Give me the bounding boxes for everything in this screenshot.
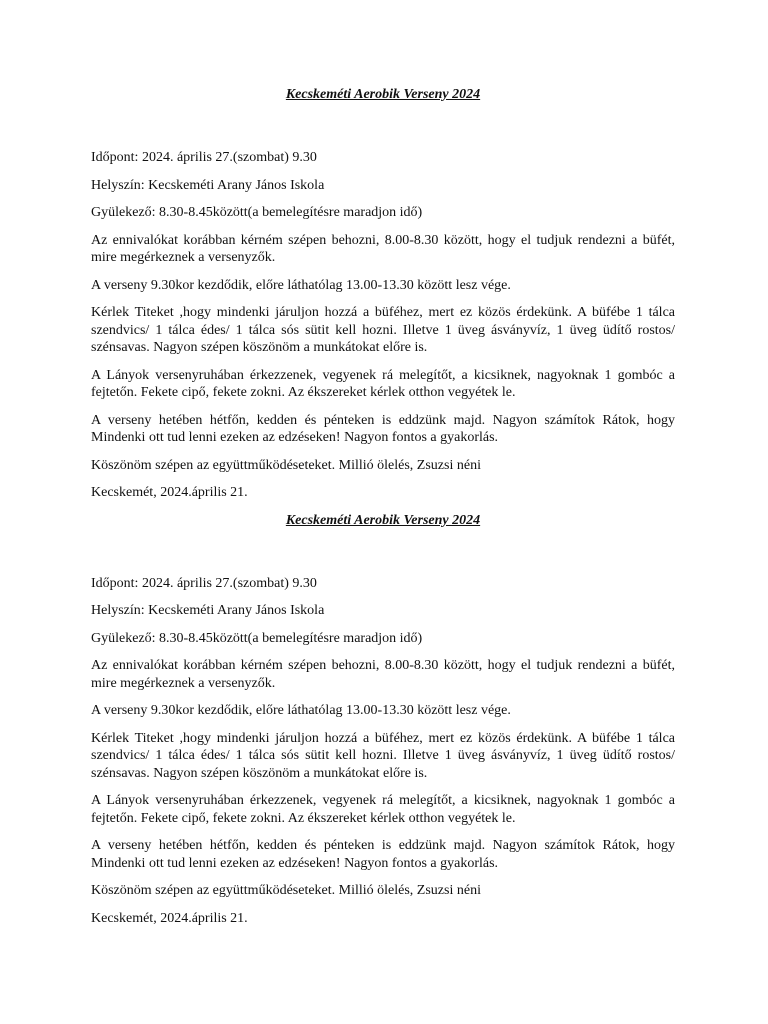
schedule-line: A verseny 9.30kor kezdődik, előre láthatólag 13.00-13.30 között lesz vége. xyxy=(91,703,511,718)
outfit-paragraph: A Lányok versenyruhában érkezzenek, vegyenek rá melegítőt, a kicsiknek, nagyoknak 1 gombóc a fejtetőn. Fekete cipő, fekete zokni. Az ékszereket kérlek otthon vegyétek le. xyxy=(91,793,675,826)
thanks-line: Köszönöm szépen az együttműködéseteket. Millió ölelés, Zsuzsi néni xyxy=(91,883,481,898)
outfit-paragraph: A Lányok versenyruhában érkezzenek, vegyenek rá melegítőt, a kicsiknek, nagyoknak 1 gombóc a fejtetőn. Fekete cipő, fekete zokni. Az ékszereket kérlek otthon vegyétek le. xyxy=(91,367,675,400)
place-date-line: Kecskemét, 2024.április 21. xyxy=(91,910,248,926)
training-paragraph: A verseny hetében hétfőn, kedden és pénteken is eddzünk majd. Nagyon számítok Rátok, hogy Mindenki ott tud lenni ezeken az edzéseken! Nagyon fontos a gyakorlás. xyxy=(91,838,675,871)
date-line: Időpont: 2024. április 27.(szombat) 9.30 xyxy=(91,150,317,165)
buffet-paragraph: Kérlek Titeket ,hogy mindenki járuljon hozzá a büféhez, mert ez közös érdekünk. A büfébe 1 tálca szendvics/ 1 tálca édes/ 1 tálca sós sütit kell hozni. Illetve 1 üveg ásványvíz, 1 üveg üdítő rostos/ szénsavas. Nagyon szépen köszönöm a munkátokat előre is. xyxy=(91,730,675,781)
venue-line: Helyszín: Kecskeméti Arany János Iskola xyxy=(91,177,325,193)
food-paragraph: Az ennivalókat korábban kérném szépen behozni, 8.00-8.30 között, hogy el tudjuk rendezni a büfét, mire megérkeznek a versenyzők. xyxy=(91,658,675,691)
gathering-line: Gyülekező: 8.30-8.45között(a bemelegítésre maradjon idő) xyxy=(91,630,423,646)
food-paragraph: Az ennivalókat korábban kérném szépen behozni, 8.00-8.30 között, hogy el tudjuk rendezni a büfét, mire megérkeznek a versenyzők. xyxy=(91,232,675,265)
schedule-line: A verseny 9.30kor kezdődik, előre láthatólag 13.00-13.30 között lesz vége. xyxy=(91,277,511,293)
training-paragraph: A verseny hetében hétfőn, kedden és pénteken is eddzünk majd. Nagyon számítok Rátok, hogy Mindenki ott tud lenni ezeken az edzéseken! Nagyon fontos a gyakorlás. xyxy=(91,412,675,445)
document-page xyxy=(91,86,675,937)
notice-title: Kecskeméti Aerobik Verseny 2024 xyxy=(285,512,481,528)
thanks-line: Köszönöm szépen az együttműködéseteket. Millió ölelés, Zsuzsi néni xyxy=(91,457,481,473)
notice-second xyxy=(91,512,675,928)
venue-line: Helyszín: Kecskeméti Arany János Iskola xyxy=(91,603,325,618)
date-line: Időpont: 2024. április 27.(szombat) 9.30 xyxy=(91,575,317,591)
gathering-line: Gyülekező: 8.30-8.45között(a bemelegítésre maradjon idő) xyxy=(91,205,423,220)
buffet-paragraph: Kérlek Titeket ,hogy mindenki járuljon hozzá a büféhez, mert ez közös érdekünk. A büfébe 1 tálca szendvics/ 1 tálca édes/ 1 tálca sós sütit kell hozni. Illetve 1 üveg ásványvíz, 1 üveg üdítő rostos/ szénsavas. Nagyon szépen köszönöm a munkátokat előre is. xyxy=(91,305,675,355)
place-date-line: Kecskemét, 2024.április 21. xyxy=(91,485,248,500)
notice-first xyxy=(91,86,675,502)
notice-title: Kecskeméti Aerobik Verseny 2024 xyxy=(285,87,481,102)
